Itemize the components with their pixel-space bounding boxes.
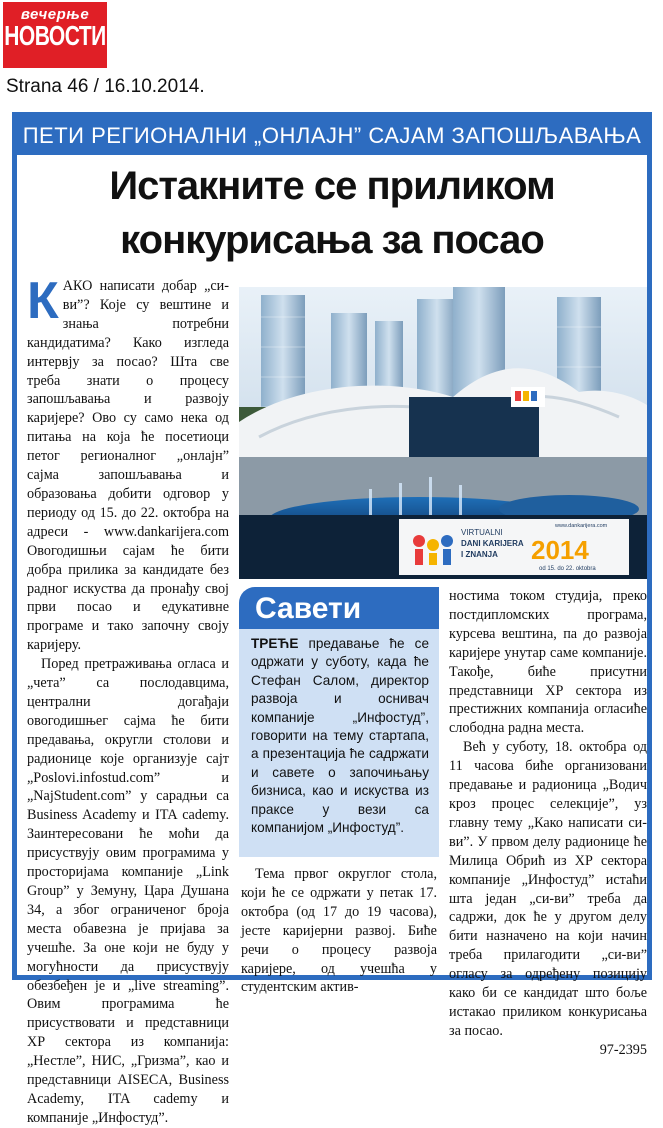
tips-title: Савети bbox=[239, 587, 439, 629]
newspaper-logo bbox=[3, 2, 107, 68]
paragraph-1: АКО написати добар „си-ви”? Које су вештине и знања потребни кандидатима? Како изгледа интервју за посао? Шта све треба знати о процесу запошљавања и развоју каријере? Ово су само нека од питања на која ће посетиоци петог регионалног „онлајн” сајма запошљавања и образовања добити одговор у периоду од 15. до 22. октобра на адреси - www.dankarijera.com Овогодишњи сајам ће бити добра прилика за кандидате без радног искуства да пронађу свој први посао и едукативне програме и тако започну своју каријеру. bbox=[27, 278, 229, 654]
article-column-2 bbox=[241, 865, 437, 997]
logo-main-text: НОВОСТИ bbox=[4, 21, 106, 52]
paragraph-4: ностима током студија, преко постдипломских програма, курсева вештина, па до развоја каријере унутар саме компаније. Такође, биће присутни представници ХР сектора из престижних компанија огласиће слободна радна места. bbox=[449, 588, 647, 737]
tips-lead: ТРЕЋЕ bbox=[251, 636, 299, 651]
banner-line-1: VIRTUALNI bbox=[461, 528, 503, 537]
headline-line-2: конкурисања за посао bbox=[120, 218, 544, 262]
drop-cap: К bbox=[27, 272, 59, 330]
article-column-1 bbox=[27, 272, 229, 1128]
paragraph-3: Тема првог округлог стола, који ће се одржати у петак 17. октобра (од 17 до 19 часова), јесте каријерни развој. Биће речи о процесу развоја каријере, од учешћа у студентским актив- bbox=[241, 866, 437, 996]
tips-body: предавање ће се одржати у суботу, када ће Стефан Салом, директор развоја и оснивач компаније „Инфостуд”, говорити на тему стартапа, а презентација ће садржати и савете о започињању бизниса, као и искуства из праксе у вези са компанијом „Инфостуд”. bbox=[251, 636, 429, 836]
paragraph-2: Поред претраживања огласа и „чета” са послодавцима, централни догађаји овогодишњег сајма ће бити предавања, округли столови и радионице које организује сајт „Poslovi.infostud.com” и „NajStudent.com” у сарадњи са Business Academy и ITA cademy. Заинтересовани ће моћи да присуствују овим програмима у просторијама компаније „Link Group” у Земуну, Цара Душана 34, а због ограниченог броја места обавезна је пријава за учешће. За оне који не буду у могућности да присуствују обезбеђен је и „live streaming”. Овим програмима ће присуствовати и представници ХР сектора из компанија: „Нестле”, НИС, „Гризма”, као и представници AISECA, Business Academy, ITA cademy и компаније „Инфостуд”. bbox=[27, 656, 229, 1126]
banner-line-2: DANI KARIJERA bbox=[461, 539, 524, 548]
photo-illustration bbox=[239, 287, 647, 579]
article-frame bbox=[12, 112, 652, 1126]
article-photo bbox=[239, 287, 647, 579]
banner-url: www.dankarijera.com bbox=[555, 523, 608, 529]
banner-year: 2014 bbox=[531, 535, 589, 565]
banner-dates: od 15. do 22. oktobra bbox=[539, 566, 596, 572]
tips-text bbox=[239, 629, 439, 837]
banner-line-3: I ZNANJA bbox=[461, 550, 498, 559]
article-code: 97-2395 bbox=[599, 1041, 647, 1058]
headline-line-1: Истакните се приликом bbox=[109, 164, 555, 208]
page-info: Strana 46 / 16.10.2014. bbox=[6, 76, 205, 97]
article-headline bbox=[17, 159, 647, 267]
article-column-3 bbox=[449, 587, 647, 1060]
paragraph-5: Већ у суботу, 18. октобра од 11 часова биће организовани предавање и радионица „Водич кроз процес селекције”, уз главну тему „Како написати си-ви”. У првом делу радионице ће Милица Обрић из ХР сектора компаније „Инфостуд” истаћи шта један „си-ви” треба да садржи, док ће у другом делу бити назначено на који начин треба прилагодити „си-ви” огласу за одређену позицију како би се кандидат што боље истакао приликом конкурисања за посао. bbox=[449, 739, 647, 1039]
tips-box bbox=[239, 587, 439, 857]
article-kicker: ПЕТИ РЕГИОНАЛНИ „ОНЛАЈН” САЈАМ ЗАПОШЉАВАЊА bbox=[17, 117, 647, 155]
logo-top-text: вечерње bbox=[20, 6, 90, 23]
